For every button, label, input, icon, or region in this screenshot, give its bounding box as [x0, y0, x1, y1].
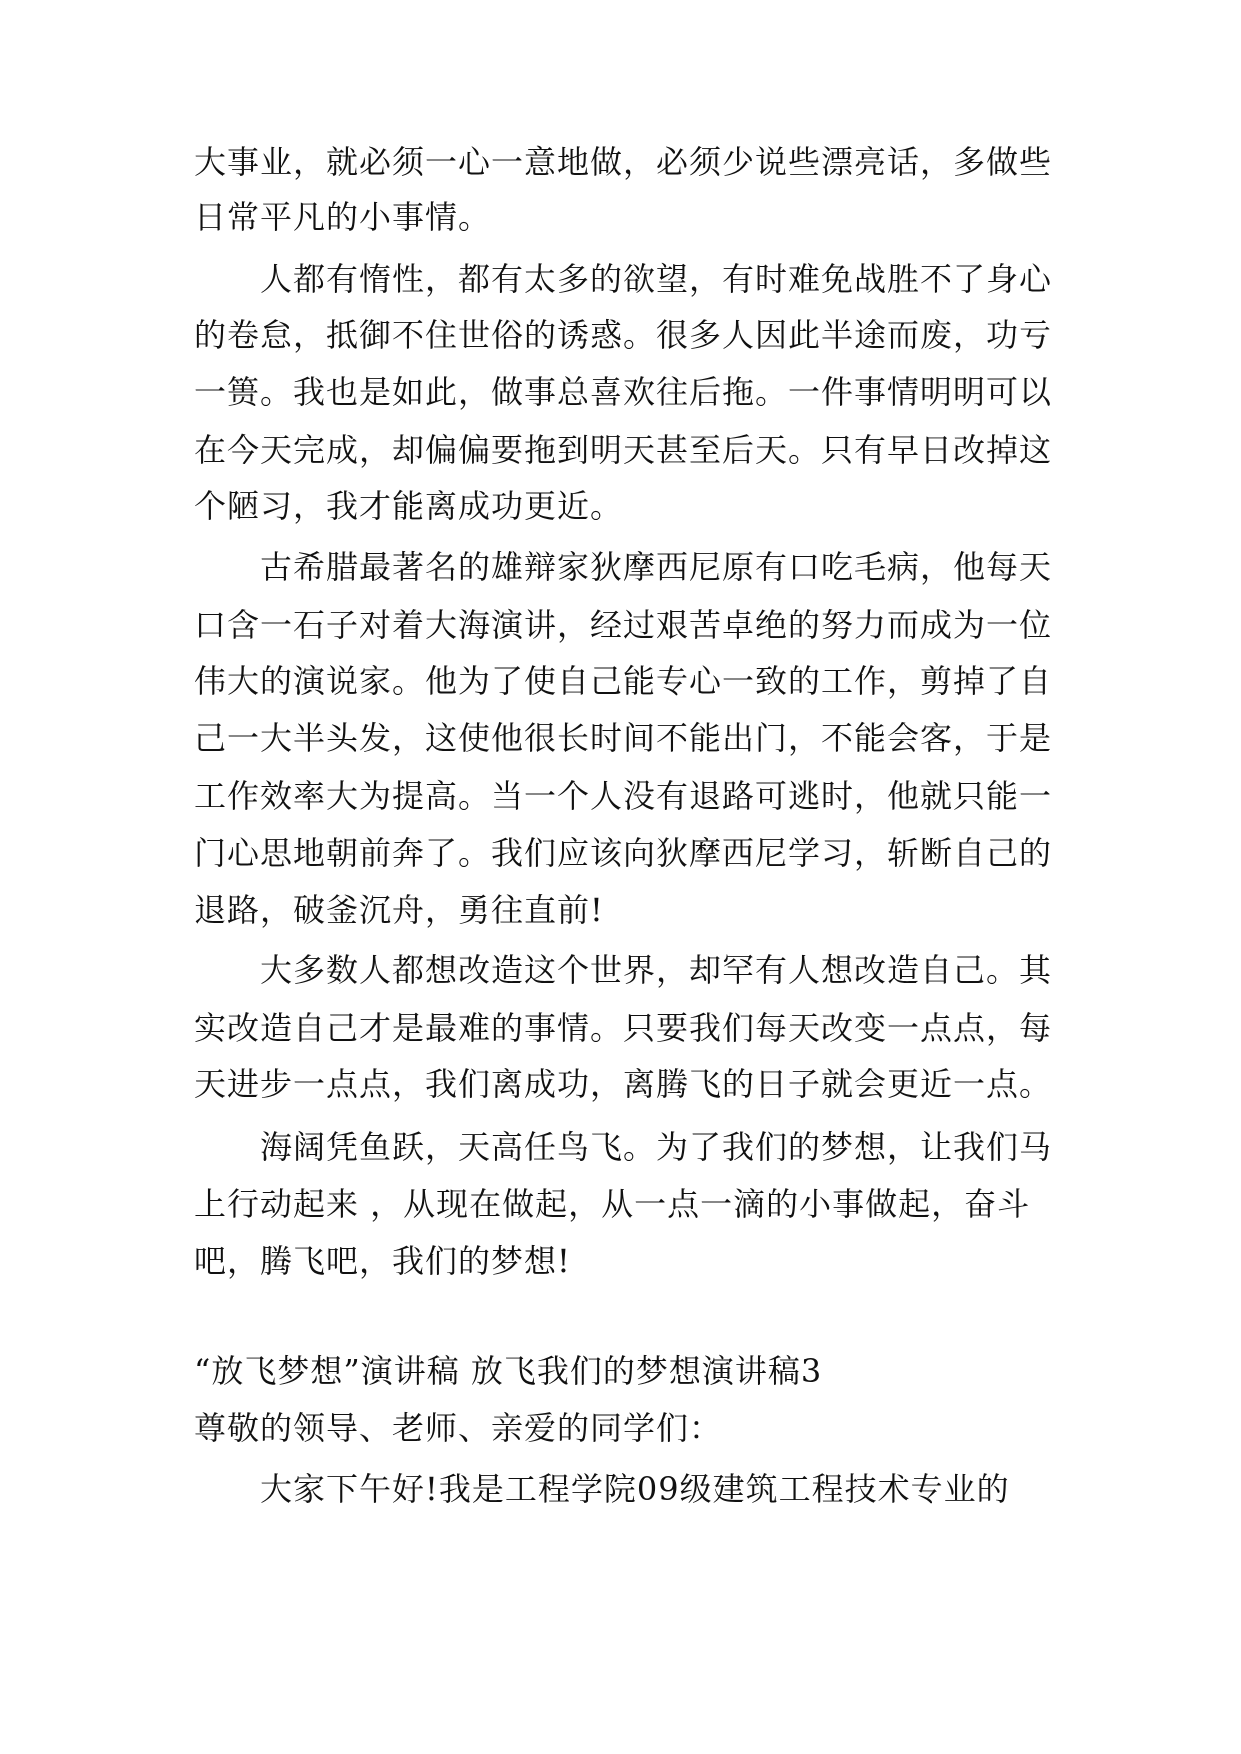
text-line: 海阔凭鱼跃，天高任鸟飞。为了我们的梦想，让我们马: [260, 1128, 1053, 1166]
text-line: 门心思地朝前奔了。我们应该向狄摩西尼学习，斩断自己的: [194, 834, 1053, 872]
text-line: 上行动起来 ，从现在做起，从一点一滴的小事做起，奋斗: [194, 1185, 1031, 1223]
text-line: 伟大的演说家。他为了使自己能专心一致的工作，剪掉了自: [194, 662, 1053, 700]
section-heading: “放飞梦想”演讲稿 放飞我们的梦想演讲稿3: [194, 1352, 823, 1390]
text-line: 己一大半头发，这使他很长时间不能出门，不能会客，于是: [194, 719, 1053, 757]
text-line: 个陋习，我才能离成功更近。: [194, 487, 624, 525]
text-line: 大家下午好!我是工程学院09级建筑工程技术专业的: [260, 1470, 1010, 1508]
text-line: 天进步一点点，我们离成功，离腾飞的日子就会更近一点。: [194, 1065, 1053, 1103]
text-line: 在今天完成，却偏偏要拖到明天甚至后天。只有早日改掉这: [194, 431, 1053, 469]
text-line: 吧，腾飞吧，我们的梦想!: [194, 1242, 571, 1280]
text-line: 的卷怠，抵御不住世俗的诱惑。很多人因此半途而废，功亏: [194, 316, 1053, 354]
text-line: 日常平凡的小事情。: [194, 198, 492, 236]
text-line: 工作效率大为提高。当一个人没有退路可逃时，他就只能一: [194, 777, 1053, 815]
text-line: 实改造自己才是最难的事情。只要我们每天改变一点点，每: [194, 1009, 1053, 1047]
text-line: 大事业，就必须一心一意地做，必须少说些漂亮话，多做些: [194, 143, 1053, 181]
text-line: 人都有惰性，都有太多的欲望，有时难免战胜不了身心: [260, 260, 1053, 298]
text-line: 尊敬的领导、老师、亲爱的同学们：: [194, 1409, 723, 1447]
text-line: 退路，破釜沉舟，勇往直前!: [194, 891, 604, 929]
text-line: 大多数人都想改造这个世界，却罕有人想改造自己。其: [260, 951, 1053, 989]
text-line: 古希腊最著名的雄辩家狄摩西尼原有口吃毛病，他每天: [260, 548, 1053, 586]
text-line: 一篑。我也是如此，做事总喜欢往后拖。一件事情明明可以: [194, 373, 1053, 411]
text-line: 口含一石子对着大海演讲，经过艰苦卓绝的努力而成为一位: [194, 606, 1053, 644]
